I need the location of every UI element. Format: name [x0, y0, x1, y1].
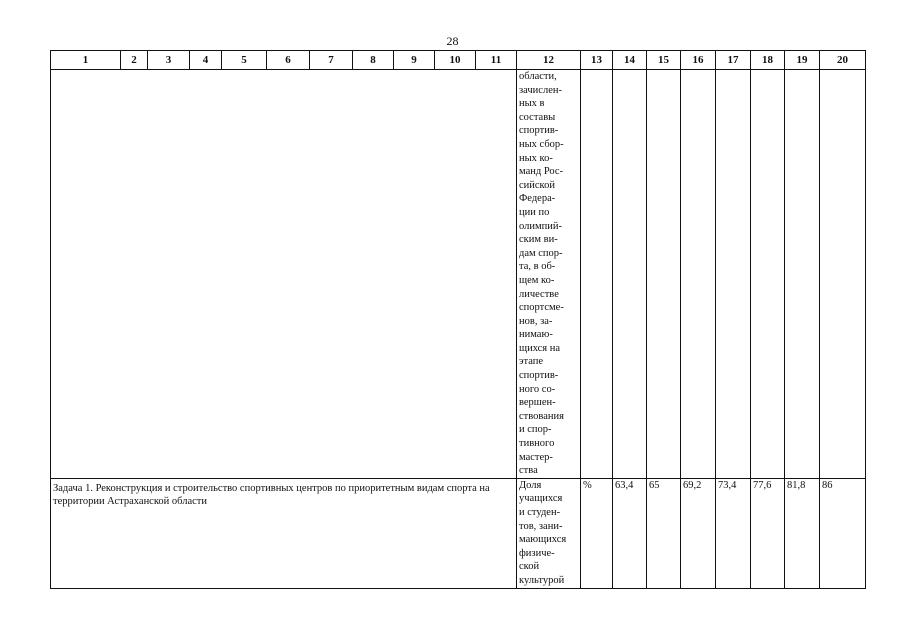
col-header: 9: [394, 51, 435, 70]
empty-cell: [785, 70, 820, 479]
value-cell: 86: [820, 478, 866, 588]
col-header: 14: [613, 51, 647, 70]
col-header: 13: [581, 51, 613, 70]
col-header: 5: [222, 51, 267, 70]
empty-cell: [716, 70, 751, 479]
value-cell: 69,2: [681, 478, 716, 588]
col-header: 20: [820, 51, 866, 70]
page-number: 28: [446, 34, 459, 48]
col-header: 1: [51, 51, 121, 70]
empty-cell: [681, 70, 716, 479]
value-cell: 77,6: [751, 478, 785, 588]
col-header: 4: [190, 51, 222, 70]
empty-cell: [613, 70, 647, 479]
col-header: 8: [353, 51, 394, 70]
col-header: 12: [517, 51, 581, 70]
value-cell: 63,4: [613, 478, 647, 588]
empty-cell: [820, 70, 866, 479]
col-header: 11: [476, 51, 517, 70]
task-cell: Задача 1. Реконструкция и строительство спортивных центров по приоритетным видам спорта на территории Астраханской области: [51, 478, 517, 588]
col-header: 16: [681, 51, 716, 70]
empty-cell: [647, 70, 681, 479]
col-header: 10: [435, 51, 476, 70]
header-row: [51, 51, 866, 70]
col-header: 7: [310, 51, 353, 70]
indicator-cell: области, зачислен- ных в составы спортив- ных сбор- ных ко- манд Рос- сийской Федера- ции по олимпий- ским ви- дам спор- та, в об- щем ко- личестве спортсме- нов, за- нимаю- щихся на этапе спортив- ного со- вершен- ствования и спор- тивного мастер- ства: [517, 70, 581, 479]
unit-cell: %: [581, 478, 613, 588]
col-header: 6: [267, 51, 310, 70]
col-header: 17: [716, 51, 751, 70]
value-cell: 65: [647, 478, 681, 588]
value-cell: 81,8: [785, 478, 820, 588]
table-row: [51, 70, 866, 479]
table-row: [51, 478, 866, 588]
value-cell: 73,4: [716, 478, 751, 588]
empty-cell: [51, 70, 517, 479]
data-table: [50, 50, 866, 589]
col-header: 18: [751, 51, 785, 70]
empty-cell: [751, 70, 785, 479]
indicator-cell: Доля учащихся и студен- тов, зани- мающихся физиче- ской культурой: [517, 478, 581, 588]
col-header: 3: [148, 51, 190, 70]
col-header: 2: [121, 51, 148, 70]
col-header: 19: [785, 51, 820, 70]
empty-cell: [581, 70, 613, 479]
col-header: 15: [647, 51, 681, 70]
